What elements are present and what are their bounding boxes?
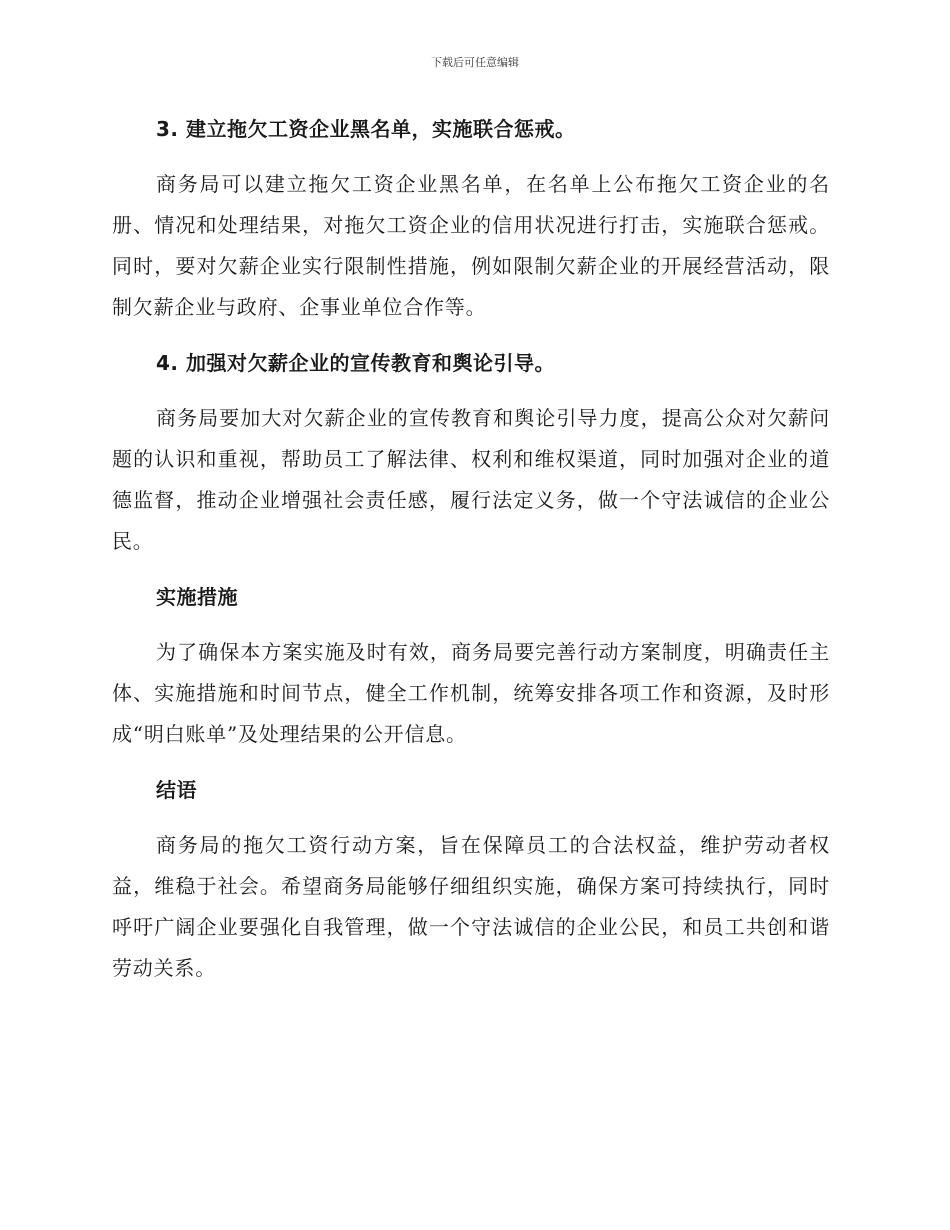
section-heading-3: 3. 建立拖欠工资企业黑名单，实施联合惩戒。 [156, 117, 576, 141]
section-heading-conclusion: 结语 [156, 778, 197, 802]
section-heading-implementation: 实施措施 [156, 585, 238, 609]
document-body [112, 110, 830, 1005]
section-paragraph-4: 商务局要加大对欠薪企业的宣传教育和舆论引导力度，提高公众对欠薪问题的认识和重视，帮助员工了解法律、权利和维权渠道，同时加强对企业的道德监督，推动企业增强社会责任感，履行法定义务，做一个守法诚信的企业公民。 [112, 406, 830, 553]
header-note: 下载后可任意编辑 [431, 56, 519, 69]
section-paragraph-implementation: 为了确保本方案实施及时有效，商务局要完善行动方案制度，明确责任主体、实施措施和时间节点，健全工作机制，统筹安排各项工作和资源，及时形成“明白账单”及处理结果的公开信息。 [112, 640, 830, 746]
section-paragraph-conclusion: 商务局的拖欠工资行动方案，旨在保障员工的合法权益，维护劳动者权益，维稳于社会。希望商务局能够仔细组织实施，确保方案可持续执行，同时呼吁广阔企业要强化自我管理，做一个守法诚信的企业公民，和员工共创和谐劳动关系。 [112, 833, 830, 980]
section-paragraph-3: 商务局可以建立拖欠工资企业黑名单，在名单上公布拖欠工资企业的名册、情况和处理结果，对拖欠工资企业的信用状况进行打击，实施联合惩戒。同时，要对欠薪企业实行限制性措施，例如限制欠薪企业的开展经营活动，限制欠薪企业与政府、企事业单位合作等。 [112, 172, 830, 319]
section-heading-4: 4. 加强对欠薪企业的宣传教育和舆论引导。 [156, 351, 555, 375]
